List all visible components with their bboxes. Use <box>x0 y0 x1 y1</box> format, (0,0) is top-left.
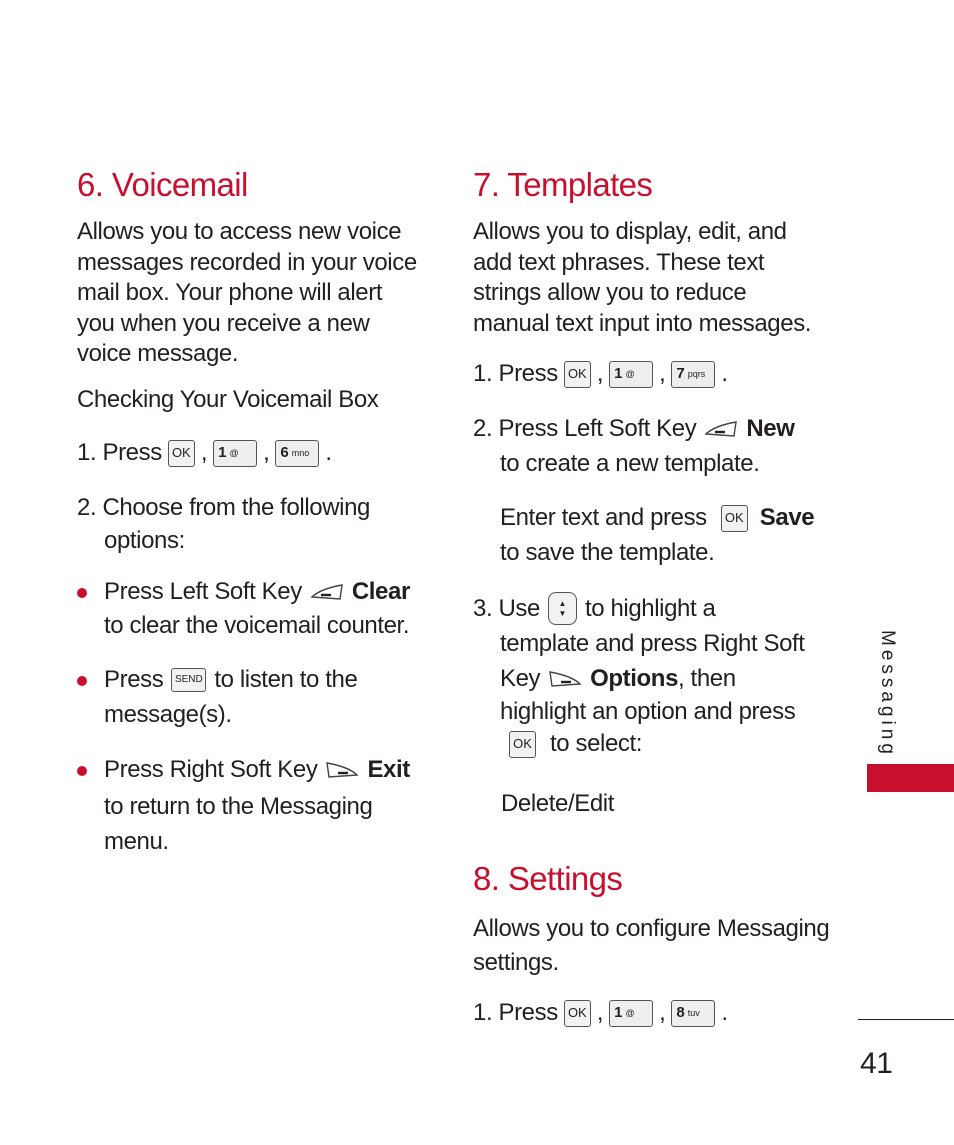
action-options: Options <box>590 664 679 692</box>
ok-key-icon: OK <box>721 505 748 532</box>
key-digit: 1 <box>614 1004 623 1021</box>
action-save: Save <box>759 504 815 531</box>
key-7-icon <box>671 361 715 388</box>
option-delete-edit: Delete/Edit <box>501 790 614 817</box>
step-text: template and press Right Soft <box>500 630 805 657</box>
step-line <box>473 592 805 625</box>
intro-line: voice message. <box>77 340 239 367</box>
comma: , <box>596 360 604 387</box>
settings-intro <box>473 912 829 980</box>
key-letters: mno <box>291 448 310 458</box>
bullet-text: Press <box>104 666 164 693</box>
bullet-dot <box>77 766 87 776</box>
voicemail-heading: 6. Voicemail <box>77 166 248 203</box>
step-line <box>473 414 794 444</box>
send-key-icon: SEND <box>171 668 206 692</box>
comma: , <box>596 999 604 1026</box>
templates-step-1 <box>473 359 728 389</box>
bullet-text: Press Right Soft Key <box>104 756 318 783</box>
period: . <box>325 439 332 466</box>
bullet-line <box>104 665 357 695</box>
key-digit: 7 <box>676 365 685 382</box>
right-soft-key-icon <box>325 759 359 781</box>
intro-line: strings allow you to reduce <box>473 279 747 306</box>
voicemail-step-2 <box>77 491 370 557</box>
key-1-icon <box>609 1000 653 1027</box>
step-line <box>473 729 805 759</box>
step-text: 1. Press <box>473 999 558 1026</box>
bullet-dot <box>77 676 87 686</box>
ok-key-icon: OK <box>564 1000 591 1027</box>
bullet-text: to return to the Messaging <box>104 793 373 820</box>
step-text: 1. Press <box>77 439 162 466</box>
voicemail-intro <box>77 217 417 370</box>
ok-key-icon: OK <box>564 361 591 388</box>
bullet-dot <box>77 588 87 598</box>
side-tab-label: Messaging <box>877 630 898 758</box>
key-1-icon <box>609 361 653 388</box>
intro-line: you when you receive a new <box>77 309 370 337</box>
bullet-text: menu. <box>104 828 169 855</box>
bullet-text: to clear the voicemail counter. <box>104 612 410 639</box>
bullet-exit <box>104 755 410 859</box>
nav-up-arrow: ▲ <box>558 598 567 608</box>
ok-key-icon: OK <box>509 731 536 758</box>
side-tab-marker <box>867 764 954 792</box>
action-exit: Exit <box>367 756 410 783</box>
key-letters: @ <box>625 369 635 379</box>
step-text: to save the template. <box>500 539 715 566</box>
bullet-text: to listen to the <box>214 666 358 693</box>
bullet-send <box>104 665 357 731</box>
key-letters: tuv <box>687 1008 700 1018</box>
left-soft-key-icon <box>310 581 344 603</box>
intro-line: Allows you to access new voice <box>77 218 402 245</box>
bullet-text-block <box>104 789 410 859</box>
key-letters: @ <box>229 448 239 458</box>
right-soft-key-icon <box>548 668 582 690</box>
step-line: 2. Choose from the following <box>77 494 370 521</box>
settings-heading: 8. Settings <box>473 860 623 897</box>
key-1-icon <box>213 440 257 467</box>
bullet-clear <box>104 577 410 642</box>
nav-down-arrow: ▼ <box>558 608 567 618</box>
step-line <box>500 503 814 533</box>
step-text: , then <box>678 664 736 692</box>
action-new: New <box>746 415 795 442</box>
step-text: to select: <box>550 730 643 757</box>
templates-heading: 7. Templates <box>473 166 653 203</box>
settings-step-1 <box>473 998 728 1028</box>
templates-enter-text <box>500 503 814 569</box>
comma: , <box>659 999 666 1026</box>
templates-step-2 <box>473 414 794 480</box>
key-8-icon <box>671 1000 715 1027</box>
step-text: 2. Press Left Soft Key <box>473 415 697 442</box>
step-text: Key <box>500 664 541 692</box>
key-digit: 1 <box>218 444 227 461</box>
key-digit: 6 <box>280 444 289 461</box>
step-text: highlight an option and press <box>500 697 796 725</box>
footer-rule <box>858 1019 954 1020</box>
key-6-icon <box>275 440 319 467</box>
page-number: 41 <box>860 1047 893 1080</box>
bullet-text: Press Left Soft Key <box>104 578 302 605</box>
intro-line: Allows you to configure Messaging <box>473 915 830 942</box>
voicemail-step-1 <box>77 438 332 468</box>
intro-line: manual text input into messages. <box>473 309 812 337</box>
templates-step-3 <box>473 592 805 759</box>
comma: , <box>659 360 666 387</box>
bullet-line <box>104 577 410 607</box>
step-line <box>473 664 805 694</box>
intro-line: Allows you to display, edit, and <box>473 218 787 245</box>
intro-line: settings. <box>473 949 559 976</box>
intro-line: mail box. Your phone will alert <box>77 279 383 306</box>
bullet-text: message(s). <box>104 701 232 728</box>
key-digit: 1 <box>614 365 623 382</box>
comma: , <box>263 439 270 466</box>
step-line: options: <box>104 527 185 554</box>
intro-line: messages recorded in your voice <box>77 248 417 276</box>
voicemail-subheading: Checking Your Voicemail Box <box>77 386 379 413</box>
step-text: 3. Use <box>473 594 540 622</box>
step-text: to highlight a <box>584 594 716 622</box>
step-text: Enter text and press <box>500 504 707 531</box>
templates-intro <box>473 217 811 339</box>
intro-line: add text phrases. These text <box>473 248 765 276</box>
key-letters: @ <box>625 1008 635 1018</box>
key-digit: 8 <box>676 1004 685 1021</box>
nav-key-icon <box>548 592 577 625</box>
ok-key-icon: OK <box>168 440 195 467</box>
key-letters: pqrs <box>687 369 706 379</box>
left-soft-key-icon <box>704 418 738 440</box>
bullet-line <box>104 755 410 785</box>
action-clear: Clear <box>351 578 410 605</box>
step-text: 1. Press <box>473 360 558 387</box>
comma: , <box>200 439 208 466</box>
period: . <box>721 360 728 387</box>
period: . <box>721 999 728 1026</box>
step-text: to create a new template. <box>500 450 760 477</box>
